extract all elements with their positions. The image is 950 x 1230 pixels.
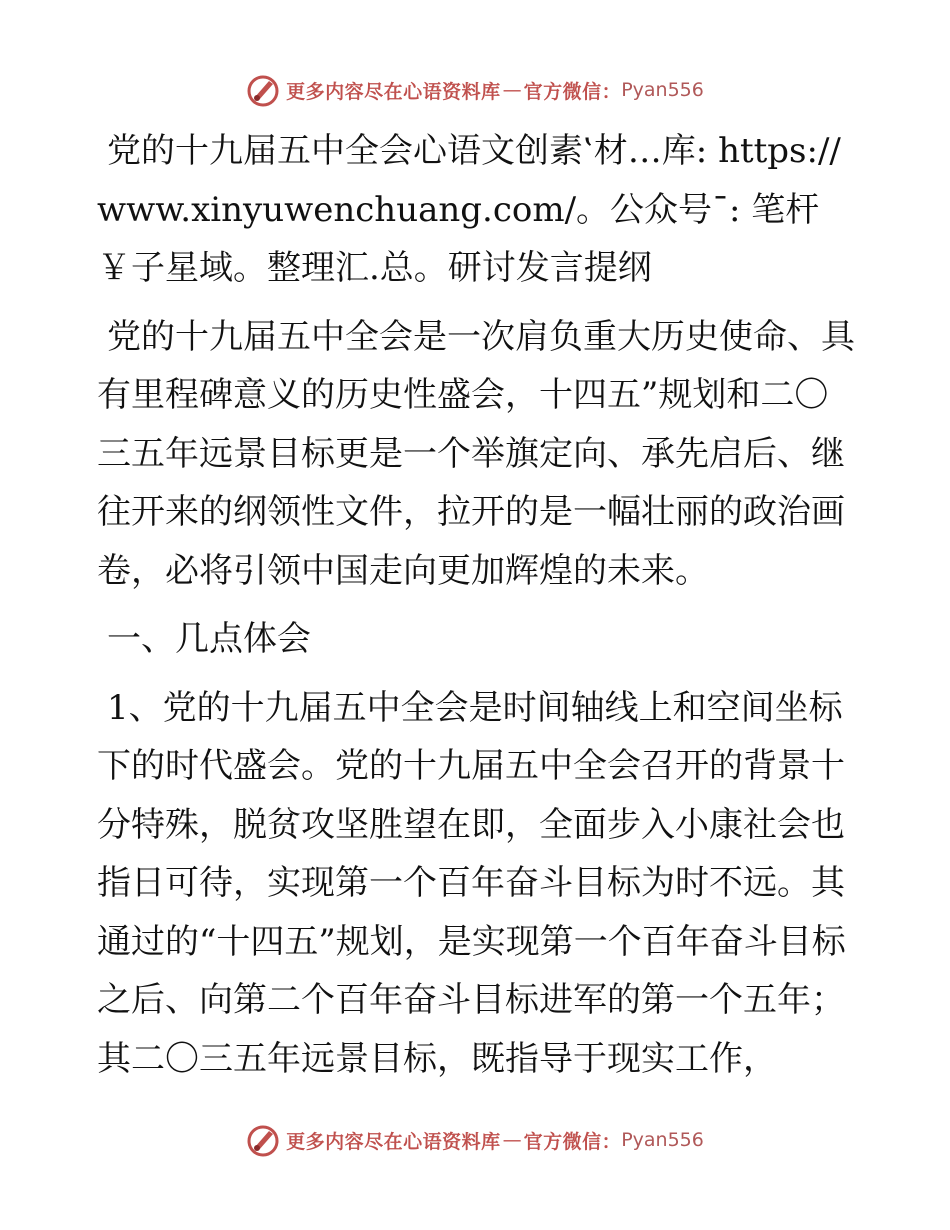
watermark-text: 更多内容尽在心语资料库 (286, 80, 501, 103)
intro-paragraph: 党的十九届五中全会是一次肩负重大历史使命、具有里程碑意义的历史性盛会，十四五”规划和二〇三五年远景目标更是一个举旗定向、承先启后、继往开来的纲领性文件，拉开的是一幅壮丽的政治画卷，必将引领中国走向更加辉煌的未来。 (97, 316, 855, 591)
document-body (97, 122, 857, 1088)
watermark-label: 官方微信： (523, 80, 622, 103)
watermark-handle: Pyan556 (621, 79, 704, 101)
footer-watermark (0, 1120, 950, 1160)
watermark-divider: — (502, 1129, 522, 1151)
watermark-handle: Pyan556 (621, 1129, 704, 1151)
watermark-label: 官方微信： (523, 1130, 622, 1153)
section-heading: 一、几点体会 (107, 619, 311, 659)
watermark-divider: — (502, 79, 522, 101)
source-paragraph: 党的十九届五中全会心语文创素‛材…库: https://www.xinyuwenchuang.com/。公众号¯: 笔杆￥子星域。整理汇.总。研讨发言提纲 (97, 131, 841, 288)
logo-icon (246, 1123, 280, 1157)
header-watermark (0, 70, 950, 110)
watermark-text: 更多内容尽在心语资料库 (286, 1130, 501, 1153)
body-paragraph: 1、党的十九届五中全会是时间轴线上和空间坐标下的时代盛会。党的十九届五中全会召开的背景十分特殊，脱贫攻坚胜望在即，全面步入小康社会也指日可待，实现第一个百年奋斗目标为时不远。其通过的“十四五”规划，是实现第一个百年奋斗目标之后、向第二个百年奋斗目标进军的第一个五年；其二〇三五年远景目标，既指导于现实工作， (97, 687, 846, 1079)
logo-icon (246, 73, 280, 107)
